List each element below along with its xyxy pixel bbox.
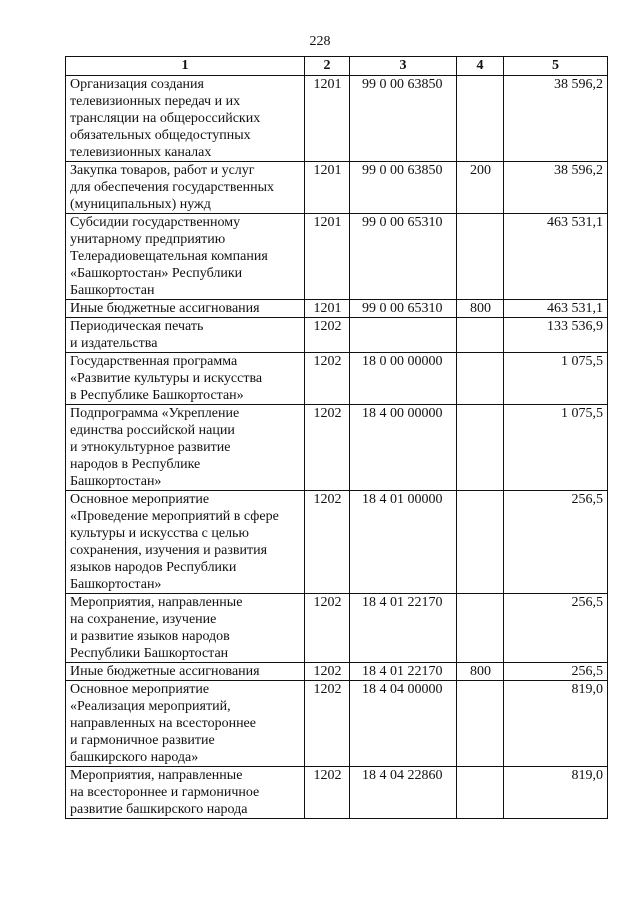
header-row [66,57,608,76]
row-name-line: Башкортостан» [70,577,162,592]
row-vid-cell [457,76,504,162]
row-vid-cell [457,594,504,663]
row-name-line: Организация создания [70,77,204,92]
row-name-line: Основное мероприятие [70,492,210,507]
budget-table [65,56,608,819]
table-row [66,318,608,353]
row-vid-cell [457,353,504,405]
table-row [66,353,608,405]
row-razdel-cell: 1202 [305,405,350,491]
table-row [66,594,608,663]
row-code-cell: 18 4 00 00000 [350,405,457,491]
row-vid-cell [457,491,504,594]
row-sum-cell: 1 075,5 [504,405,608,491]
row-code-cell: 18 4 04 00000 [350,681,457,767]
row-name-cell [66,76,305,162]
row-code-cell: 99 0 00 65310 [350,214,457,300]
row-name-line: языков народов Республики [70,560,237,575]
row-razdel-cell: 1202 [305,681,350,767]
row-vid-cell: 200 [457,162,504,214]
row-name-line: Мероприятия, направленные [70,768,243,783]
row-sum-cell: 256,5 [504,594,608,663]
row-sum-cell: 256,5 [504,491,608,594]
row-name-line: Государственная программа [70,354,238,369]
row-name-cell [66,214,305,300]
row-name-line: и развитие языков народов [70,629,230,644]
row-name-line: и издательства [70,336,158,351]
row-name-line: и гармоничное развитие [70,733,215,748]
row-vid-cell: 800 [457,300,504,318]
row-razdel-cell: 1201 [305,300,350,318]
row-code-cell: 18 0 00 00000 [350,353,457,405]
row-name-line: «Проведение мероприятий в сфере [70,509,279,524]
row-name-line: Республики Башкортостан [70,646,229,661]
table-row [66,491,608,594]
row-vid-cell [457,405,504,491]
row-name-line: на всестороннее и гармоничное [70,785,260,800]
row-vid-cell: 800 [457,663,504,681]
row-code-cell: 18 4 01 00000 [350,491,457,594]
row-sum-cell: 1 075,5 [504,353,608,405]
row-vid-cell [457,318,504,353]
row-name-line: унитарному предприятию [70,232,226,247]
page-number: 228 [309,34,331,49]
row-code-cell: 99 0 00 63850 [350,76,457,162]
row-sum-cell: 819,0 [504,681,608,767]
row-razdel-cell: 1202 [305,353,350,405]
table-header [66,57,608,76]
row-razdel-cell: 1202 [305,594,350,663]
row-code-cell: 99 0 00 63850 [350,162,457,214]
row-name-line: на сохранение, изучение [70,612,217,627]
table-body [66,76,608,819]
row-code-cell: 18 4 04 22860 [350,767,457,819]
row-sum-cell: 256,5 [504,663,608,681]
row-name-line: Периодическая печать [70,319,204,334]
row-razdel-cell: 1201 [305,214,350,300]
row-code-cell: 99 0 00 65310 [350,300,457,318]
table-row [66,405,608,491]
row-name-line: в Республике Башкортостан» [70,388,244,403]
row-name-line: Мероприятия, направленные [70,595,243,610]
header-name: 1 [66,57,305,76]
row-sum-cell: 463 531,1 [504,300,608,318]
row-name-line: для обеспечения государственных [70,180,274,195]
row-name-line: сохранения, изучения и развития [70,543,268,558]
table-row [66,76,608,162]
row-name-line: направленных на всестороннее [70,716,256,731]
row-sum-cell: 38 596,2 [504,162,608,214]
header-sum: 5 [504,57,608,76]
row-razdel-cell: 1201 [305,162,350,214]
row-sum-cell: 819,0 [504,767,608,819]
row-name-line: обязательных общедоступных [70,128,251,143]
row-name-line: Иные бюджетные ассигнования [70,301,260,316]
row-vid-cell [457,767,504,819]
row-name-cell [66,405,305,491]
row-code-cell: 18 4 01 22170 [350,594,457,663]
row-vid-cell [457,681,504,767]
row-name-line: Башкортостан [70,283,155,298]
header-vid: 4 [457,57,504,76]
row-name-line: Субсидии государственному [70,215,241,230]
row-name-line: Башкортостан» [70,474,162,489]
row-razdel-cell: 1201 [305,76,350,162]
row-vid-cell [457,214,504,300]
row-name-line: единства российской нации [70,423,235,438]
row-name-cell [66,162,305,214]
row-name-line: Закупка товаров, работ и услуг [70,163,255,178]
row-name-cell [66,663,305,681]
row-name-line: народов в Республике [70,457,201,472]
row-name-line: башкирского народа» [70,750,199,765]
row-name-line: трансляции на общероссийских [70,111,261,126]
row-name-line: Подпрограмма «Укрепление [70,406,240,421]
row-name-cell [66,681,305,767]
row-name-cell [66,767,305,819]
row-name-line: «Развитие культуры и искусства [70,371,263,386]
row-name-cell [66,300,305,318]
row-name-line: (муниципальных) нужд [70,197,211,212]
table-row [66,681,608,767]
header-code: 3 [350,57,457,76]
header-razdel: 2 [305,57,350,76]
row-sum-cell: 463 531,1 [504,214,608,300]
row-name-line: телевизионных передач и их [70,94,241,109]
row-name-line: «Реализация мероприятий, [70,699,231,714]
row-code-cell: 18 4 01 22170 [350,663,457,681]
row-name-line: Иные бюджетные ассигнования [70,664,260,679]
row-name-line: «Башкортостан» Республики [70,266,243,281]
row-sum-cell: 38 596,2 [504,76,608,162]
row-name-line: телевизионных каналах [70,145,212,160]
table-row [66,767,608,819]
row-name-cell [66,594,305,663]
row-razdel-cell: 1202 [305,767,350,819]
row-name-line: культуры и искусства с целью [70,526,249,541]
row-name-line: Телерадиовещательная компания [70,249,268,264]
row-name-cell [66,491,305,594]
row-razdel-cell: 1202 [305,318,350,353]
row-name-line: развитие башкирского народа [70,802,248,817]
table-row [66,663,608,681]
row-razdel-cell: 1202 [305,491,350,594]
row-razdel-cell: 1202 [305,663,350,681]
row-sum-cell: 133 536,9 [504,318,608,353]
row-name-line: и этнокультурное развитие [70,440,231,455]
table-row [66,214,608,300]
table-row [66,162,608,214]
table-row [66,300,608,318]
row-name-cell [66,318,305,353]
row-name-line: Основное мероприятие [70,682,210,697]
row-code-cell [350,318,457,353]
row-name-cell [66,353,305,405]
